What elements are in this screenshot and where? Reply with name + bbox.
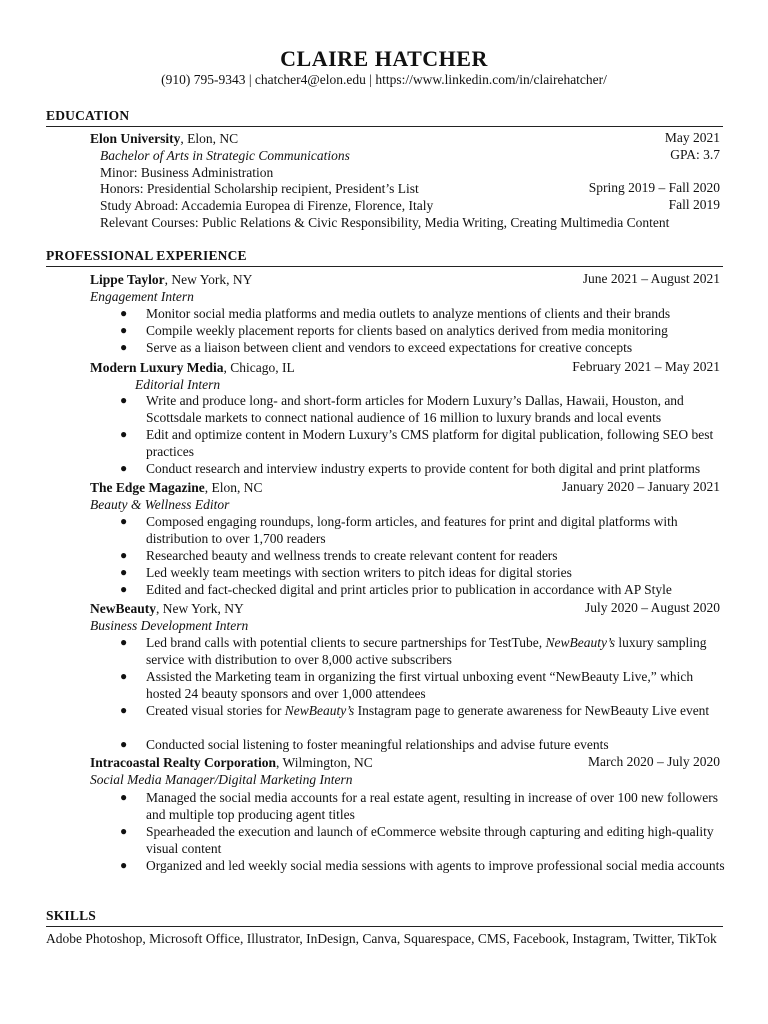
edu-school-line bbox=[90, 130, 238, 147]
job-title: Business Development Intern bbox=[90, 618, 249, 633]
bullet-dot: ● bbox=[120, 323, 128, 337]
job-date: January 2020 – January 2021 bbox=[561, 479, 720, 494]
bullet-dot: ● bbox=[120, 565, 128, 579]
bullet-dot: ● bbox=[120, 427, 128, 441]
job-org-line bbox=[90, 359, 295, 376]
job-bullet: Write and produce long- and short-form articles for Modern Luxury’s Dallas, Hawaii, Houston, and Scottsdale markets to connect national audience of 16 million to luxury brands and local events bbox=[146, 393, 684, 425]
job-loc: , New York, NY bbox=[164, 272, 253, 287]
job-title: Editorial Intern bbox=[135, 377, 221, 392]
skills-text: Adobe Photoshop, Microsoft Office, Illustrator, InDesign, Canva, Squarespace, CMS, Facebook, Instagram, Twitter, TikTok bbox=[46, 931, 717, 946]
bullet-dot: ● bbox=[120, 582, 128, 596]
bullet-dot: ● bbox=[120, 393, 128, 407]
bullet-dot: ● bbox=[120, 461, 128, 475]
bullet-dot: ● bbox=[120, 514, 128, 528]
job-bullet: Created visual stories for NewBeauty’s Instagram page to generate awareness for NewBeauty Live event bbox=[146, 703, 710, 718]
job-org: Lippe Taylor bbox=[90, 272, 165, 287]
bullet-dot: ● bbox=[120, 548, 128, 562]
bullet-dot: ● bbox=[120, 824, 128, 838]
job-date: February 2021 – May 2021 bbox=[572, 359, 720, 374]
job-bullet: Edited and fact-checked digital and print articles prior to publication in accordance with AP Style bbox=[146, 582, 672, 597]
job-bullet: Researched beauty and wellness trends to create relevant content for readers bbox=[146, 548, 558, 563]
job-bullet: Conducted social listening to foster meaningful relationships and advise future events bbox=[146, 737, 609, 752]
bullet-dot: ● bbox=[120, 790, 128, 804]
bullet-dot: ● bbox=[120, 737, 128, 751]
bullet-dot: ● bbox=[120, 306, 128, 320]
bullet-dot: ● bbox=[120, 340, 128, 354]
job-bullet: Managed the social media accounts for a real estate agent, resulting in increase of over 100 new followers and multiple top producing agent titles bbox=[146, 790, 719, 822]
edu-school: Elon University bbox=[90, 131, 181, 146]
edu-honors-date: Spring 2019 – Fall 2020 bbox=[588, 180, 720, 195]
edu-degree: Bachelor of Arts in Strategic Communications bbox=[100, 148, 350, 163]
job-org: NewBeauty bbox=[90, 601, 156, 616]
job-loc: , Chicago, IL bbox=[223, 360, 295, 375]
job-loc: , Elon, NC bbox=[204, 480, 263, 495]
skills-heading: SKILLS bbox=[46, 908, 96, 923]
bullet-dot: ● bbox=[120, 635, 128, 649]
job-bullet: Conduct research and interview industry experts to provide content for both digital and print platforms bbox=[146, 461, 701, 476]
job-org: Modern Luxury Media bbox=[90, 360, 224, 375]
experience-rule bbox=[46, 266, 723, 267]
job-org: The Edge Magazine bbox=[90, 480, 205, 495]
job-bullet: Assisted the Marketing team in organizing the first virtual unboxing event “NewBeauty Live,” which hosted 24 beauty sponsors and over 1,000 attendees bbox=[146, 669, 694, 701]
edu-honors: Honors: Presidential Scholarship recipient, President’s List bbox=[100, 181, 419, 196]
bullet-dot: ● bbox=[120, 669, 128, 683]
job-title: Engagement Intern bbox=[90, 289, 194, 304]
edu-minor: Minor: Business Administration bbox=[100, 165, 274, 180]
job-title: Beauty & Wellness Editor bbox=[90, 497, 230, 512]
skills-rule bbox=[46, 926, 723, 927]
bullet-dot: ● bbox=[120, 703, 128, 717]
job-bullet: Organized and led weekly social media sessions with agents to improve professional social media accounts bbox=[146, 858, 725, 873]
job-org-line bbox=[90, 271, 252, 288]
publication-name: NewBeauty’s bbox=[545, 635, 615, 650]
job-org-line bbox=[90, 479, 263, 496]
job-org-line bbox=[90, 754, 373, 771]
edu-date: May 2021 bbox=[664, 130, 720, 145]
contact-line: (910) 795-9343 | chatcher4@elon.edu | https://www.linkedin.com/in/clairehatcher/ bbox=[161, 72, 607, 87]
education-heading: EDUCATION bbox=[46, 108, 130, 123]
job-bullet: Edit and optimize content in Modern Luxury’s CMS platform for digital publication, following SEO best practices bbox=[146, 427, 714, 459]
job-date: June 2021 – August 2021 bbox=[582, 271, 720, 286]
job-date: March 2020 – July 2020 bbox=[588, 754, 720, 769]
job-loc: , Wilmington, NC bbox=[275, 755, 373, 770]
edu-school-loc: , Elon, NC bbox=[180, 131, 239, 146]
job-loc: , New York, NY bbox=[156, 601, 244, 616]
edu-abroad: Study Abroad: Accademia Europea di Firenze, Florence, Italy bbox=[100, 198, 434, 213]
job-bullet: Compile weekly placement reports for clients based on analytics derived from media monitoring bbox=[146, 323, 668, 338]
job-bullet: Monitor social media platforms and media outlets to analyze mentions of clients and their brands bbox=[146, 306, 671, 321]
job-title: Social Media Manager/Digital Marketing Intern bbox=[90, 772, 353, 787]
edu-courses: Relevant Courses: Public Relations & Civic Responsibility, Media Writing, Creating Multimedia Content bbox=[100, 215, 670, 230]
job-bullet: Serve as a liaison between client and vendors to exceed expectations for creative concepts bbox=[146, 340, 633, 355]
candidate-name: CLAIRE HATCHER bbox=[280, 46, 488, 71]
job-bullet: Spearheaded the execution and launch of eCommerce website through capturing and editing high-quality visual content bbox=[146, 824, 714, 856]
job-date: July 2020 – August 2020 bbox=[584, 600, 720, 615]
bullet-dot: ● bbox=[120, 858, 128, 872]
education-rule bbox=[46, 126, 723, 127]
publication-name: NewBeauty’s bbox=[284, 703, 355, 718]
job-bullet: Led brand calls with potential clients to secure partnerships for TestTube, NewBeauty’s luxury sampling service with distribution to over 8,000 active subscribers bbox=[146, 635, 707, 667]
job-org-line bbox=[90, 600, 244, 617]
edu-abroad-date: Fall 2019 bbox=[668, 197, 720, 212]
job-org: Intracoastal Realty Corporation bbox=[90, 755, 276, 770]
edu-gpa: GPA: 3.7 bbox=[670, 147, 720, 162]
experience-heading: PROFESSIONAL EXPERIENCE bbox=[46, 248, 247, 263]
job-bullet: Composed engaging roundups, long-form articles, and features for print and digital platforms with distribution to over 1,700 readers bbox=[146, 514, 678, 546]
job-bullet: Led weekly team meetings with section writers to pitch ideas for digital stories bbox=[146, 565, 572, 580]
